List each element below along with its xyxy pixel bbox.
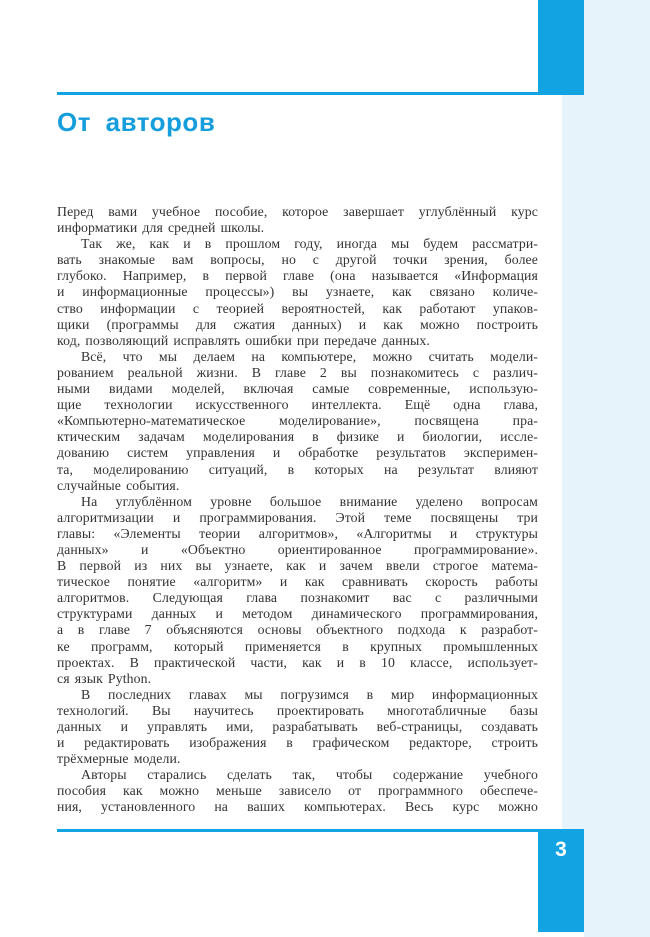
text-line: а в главе 7 объясняются основы объектного подхода к разработ-: [57, 622, 538, 638]
text-line: щики (программы для сжатия данных) и как можно построить: [57, 316, 538, 332]
text-line: Авторы старались сделать так, чтобы содержание учебного: [81, 767, 538, 783]
text-line: код, позволяющий исправлять ошибки при передаче данных.: [57, 332, 430, 348]
text-line: На углублённом уровне большое внимание уделено вопросам: [81, 493, 538, 509]
bottom-rule: [57, 829, 584, 832]
bottom-accent-block: [538, 829, 584, 932]
page-number: 3: [555, 838, 567, 861]
text-line: алгоритмизации и программирования. Этой теме посвящены три: [57, 509, 538, 525]
text-line: ния, установленного на ваших компьютерах. Весь курс можно: [57, 799, 538, 815]
top-accent-block: [538, 0, 584, 92]
right-accent-band-top: [584, 0, 650, 93]
text-line: ство информации с теорией вероятностей, как работают упаков-: [57, 300, 538, 316]
text-line: Всё, что мы делаем на компьютере, можно считать модели-: [81, 348, 538, 364]
text-line: ке программ, который применяется в крупных промышленных: [57, 638, 538, 654]
text-line: трёхмерные модели.: [57, 751, 181, 767]
body-text: [57, 204, 538, 816]
page-title: От авторов: [57, 107, 216, 137]
text-line: случайные события.: [57, 477, 180, 493]
top-rule: [57, 92, 584, 95]
text-line: Перед вами учебное пособие, которое завершает углублённый курс: [57, 204, 538, 219]
text-line: В последних главах мы погрузимся в мир информационных: [81, 686, 538, 702]
text-line: В первой из них вы узнаете, как и зачем ввели строгое матема-: [57, 558, 538, 574]
text-line: рованием реальной жизни. В главе 2 вы познакомитесь с различ-: [57, 364, 538, 380]
text-line: дованию систем управления и обработке результатов эксперимен-: [57, 445, 538, 461]
text-line: и редактировать изображения в графическом редакторе, строить: [57, 735, 538, 751]
text-line: и информационные процессы») вы узнаете, как связано количе-: [57, 284, 538, 300]
text-line: структурами данных и методом динамического программирования,: [57, 606, 538, 622]
right-accent-band-middle: [562, 93, 650, 932]
text-line: пособия как можно меньше зависело от программного обеспече-: [57, 783, 538, 799]
text-line: та, моделированию ситуаций, в которых на результат влияют: [57, 461, 538, 477]
text-line: проектах. В практической части, как и в 10 классе, использует-: [57, 654, 538, 670]
text-line: вать знакомые вам вопросы, но с другой точки зрения, более: [57, 252, 538, 268]
text-line: ктическим задачам моделирования в физике и биологии, иссле-: [57, 429, 538, 445]
text-line: ными видами моделей, включая самые современные, использую-: [57, 381, 538, 397]
text-line: ся язык Python.: [57, 670, 152, 686]
text-line: глубоко. Например, в первой главе (она называется «Информация: [57, 268, 538, 284]
text-line: данных и управлять ими, разрабатывать веб-страницы, создавать: [57, 719, 538, 734]
text-line: щие технологии искусственного интеллекта. Ещё одна глава,: [57, 397, 538, 413]
text-line: главы: «Элементы теории алгоритмов», «Алгоритмы и структуры: [57, 525, 538, 541]
text-line: информатики для средней школы.: [57, 220, 265, 236]
text-line: технологий. Вы научитесь проектировать многотабличные базы: [57, 702, 538, 718]
text-line: тическое понятие «алгоритм» и как сравнивать скорость работы: [57, 574, 538, 590]
text-line: «Компьютерно-математическое моделирование», посвящена пра-: [57, 413, 538, 429]
text-line: алгоритмов. Следующая глава познакомит вас с различными: [57, 590, 538, 606]
text-line: данных» и «Объектно ориентированное программирование».: [57, 541, 538, 557]
right-accent-band-bottom: [584, 932, 650, 937]
text-line: Так же, как и в прошлом году, иногда мы будем рассматри-: [81, 236, 538, 252]
